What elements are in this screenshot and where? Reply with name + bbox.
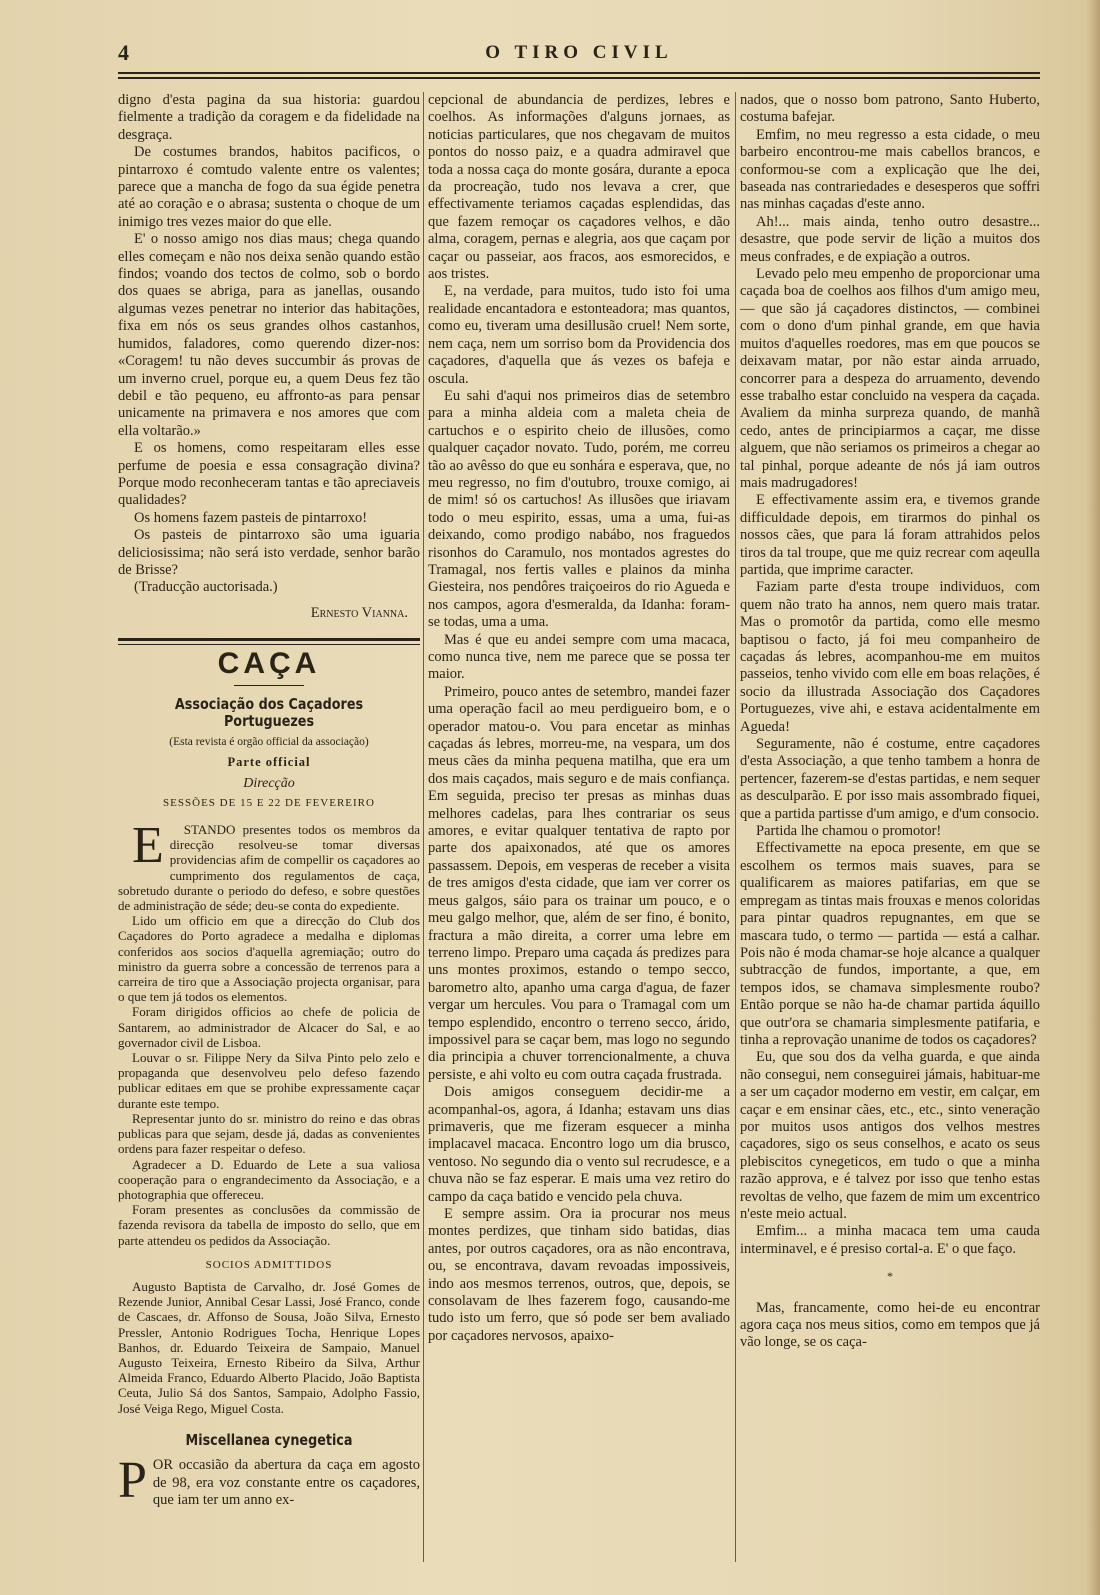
page-number: 4 bbox=[118, 40, 129, 65]
association-title: Associação dos Caçadores Portuguezes bbox=[174, 694, 364, 730]
paragraph: E sempre assim. Ora ia procurar nos meus montes perdizes, que tinham sido batidas, dias antes, por outros caçadores, ora as não encontrava, ou, se encontrava, davam revoadas impossiveis, indo aos mesmos terrenos, outros, que, depois, se consolavam de lhes fazerem fogo, causando-me tudo isto um ferro, que só pode ser bem avaliado por caçadores nervosos, apaixo- bbox=[428, 1206, 730, 1344]
publication-title: O TIRO CIVIL bbox=[485, 42, 673, 63]
paragraph: nados, que o nosso bom patrono, Santo Huberto, costuma bafejar. bbox=[740, 92, 1040, 126]
paragraph: Primeiro, pouco antes de setembro, mandei fazer uma operação facil ao meu perdigueiro bom, e o operador matou-o. Vou para encetar as minhas caçadas ás lebres, morreu-me, na vespara, um dos meus cães da minha pequena matilha, que era um dos mais caçados, mais seguro e de mais confiança. Em seguida, preciso ter presas as minhas duas melhores cadelas, para lhes contrariar os seus amores, e evitar qualquer tentativa de rapto por parte dos apaixonados, até que os amores passassem. Depois, em vesperas de receber a visita de tres amigos d'esta cidade, que iam ver correr os meus galgos, sáio para os trainar um pouco, e o meu galgo melhor, que, além de ser fino, é bonito, fractura a mão direita, a correr uma lebre em terreno limpo. Preparo uma caçada ás predizes para uns montes proximos, estando o tempo secco, barometro alto, apanho uma carga d'agua, de fazer vergar um hercules. Vou para o Tramagal com um tempo esplendido, encontro o terreno secco, árido, impossivel para se caçar bem, mas logo no segundo dia principia a chuver torrencionalmente, a chuva persiste, e ahi volto eu com outra caçada frustrada. bbox=[428, 683, 730, 1083]
association-note: (Esta revista é orgão official da associação) bbox=[169, 736, 369, 749]
paragraph: Os pasteis de pintarroxo são uma iguaria deliciosissima; não será isto verdade, senhor barão de Brisse? bbox=[118, 527, 420, 578]
paragraph: Seguramente, não é costume, entre caçadores d'esta Associação, a que tenho tambem a honra de pertencer, fazerem-se d'estas partidas, e nem sequer as desculparão. E por isso mais assombrado fiquei, que a partida partisse d'um amigo, e d'um consocio. bbox=[740, 736, 1040, 822]
paragraph: digno d'esta pagina da sua historia: guardou fielmente a tradição da coragem e da fidelidade na desgraça. bbox=[118, 92, 420, 143]
column-3 bbox=[740, 92, 1040, 1562]
paragraph: E effectivamente assim era, e tivemos grande difficuldade depois, em tirarmos do pinhal os nossos cães, que para lá foram attrahidos pelos tiros da tal troupe, que me quiz recrear com aqeulla partida, que imprime caracter. bbox=[740, 492, 1040, 578]
paragraph: Emfim... a minha macaca tem uma cauda interminavel, e é presiso cortal-a. E' o que faço. bbox=[740, 1223, 1040, 1257]
section-divider bbox=[118, 638, 420, 645]
column-1 bbox=[118, 92, 420, 1562]
short-rule bbox=[234, 685, 304, 686]
paragraph-text: STANDO presentes todos os membros da direcção resolveu-se tomar diversas providencias afim de compellir os caçadores ao cumprimento dos regulamentos de caça, sobretudo durante o periodo do defeso, e sobre questões de administração de séde; deu-se conta do expediente. bbox=[118, 822, 420, 914]
paragraph bbox=[118, 1452, 420, 1510]
paragraph-text: OR occasião da abertura da caça em agosto de 98, era voz constante entre os caçadores, que iam ter um anno ex- bbox=[152, 1457, 420, 1508]
column-divider bbox=[735, 92, 736, 1562]
paragraph: Faziam parte d'esta troupe individuos, com quem não trato ha annos, nem quero mais tratar. Mas o promotôr da partida, como elle mesmo baptisou o facto, já foi meu companheiro de caçadas ás lebres, acompanhou-me em muitos passeios, tenho vivido com elle em boas relações, é socio da illustrada Associação dos Caçadores Portuguezes, vive ahi, e estava acidentalmente em Agueda! bbox=[740, 579, 1040, 735]
paragraph: Lido um officio em que a direcção do Club dos Caçadores do Porto agradece a medalha e diplomas conferidos aos socios d'aquella agremiação; outro do ministro da guerra sobre a concessão de terrenos para a carreira de tiro que a Associação projecta organisar, para o que tem já todos os elementos. bbox=[118, 913, 420, 1005]
sessions-label: SESSÕES DE 15 E 22 DE FEVEREIRO bbox=[163, 796, 375, 809]
paragraph: Effectivamette na epoca presente, em que se escolhem os termos mais suaves, para se qualificarem as maiores patifarias, em que se empregam as tintas mais frouxas e menos coloridas para pintar quadros repugnantes, em que se mascara tudo, o termo — partida — está a calhar. Pois não é moda chamar-se hoje alcance a qualquer subtracção de fundos, importante, a que, em tempos idos, se chamava simplesmente roubo? Então porque se não ha-de chamar partida áquillo que outr'ora se chamaria simplesmente patifaria, e tinha a reprovação unanime de todos os caçadores? bbox=[740, 840, 1040, 1048]
section-star: * bbox=[887, 1269, 893, 1284]
paragraph: De costumes brandos, habitos pacificos, o pintarroxo é comtudo valente entre os valentes; parece que a mancha de fogo da sua égide penetra até ao coração e o abrasa; sustenta o choque de um inimigo tres vezes maior do que elle. bbox=[118, 144, 420, 230]
paragraph: Ah!... mais ainda, tenho outro desastre... desastre, que pode servir de lição a muitos dos meus confrades, e de expiação a outros. bbox=[740, 213, 1040, 265]
column-2 bbox=[428, 92, 730, 1562]
miscellanea-title: Miscellanea cynegetica bbox=[185, 1430, 353, 1449]
author-signature: Ernesto Vianna. bbox=[310, 604, 408, 621]
direction-label: Direcção bbox=[243, 776, 295, 792]
drop-cap: P bbox=[118, 1452, 147, 1510]
paragraph bbox=[118, 817, 420, 914]
paragraph: Foram dirigidos officios ao chefe de policia de Santarem, ao administrador de Alcacer do Sal, e ao governador civil de Lisboa. bbox=[118, 1004, 420, 1050]
paragraph: E' o nosso amigo nos dias maus; chega quando elles começam e não nos deixa senão quando estão findos; voando dos tectos de colmo, sob o bordo dos quaes se abriga, para as janellas, ousando algumas vezes penetrar no interior das habitações, fixa em nós os seus grandes olhos castanhos, humidos, faladores, como querendo dizer-nos: «Coragem! tu não deves succumbir ás provas de um inverno cruel, porque eu, a quem Deus fez tão debil e tão pequeno, eu affronto-as para pensar unicamente na primavera e nos amores que com ella voltarão.» bbox=[118, 231, 420, 439]
paragraph: E os homens, como respeitaram elles esse perfume de poesia e essa consagração divina? Porque modo reconheceram tantas e tão apreciaveis qualidades? bbox=[118, 440, 420, 509]
column-divider bbox=[423, 92, 424, 1562]
official-part-label: Parte official bbox=[227, 754, 311, 769]
paragraph: Mas é que eu andei sempre com uma macaca, como nunca tive, nem me parece que se possa ter maior. bbox=[428, 631, 730, 683]
paragraph: Dois amigos conseguem decidir-me a acompanhal-os, agora, á Idanha; estavam uns dias primaveris, que me fizeram esquecer a minha implacavel macaca. Encontro logo um dia brusco, ventoso. No segundo dia o vento sul recrudesce, e a chuva não se faz esperar. E mais uma vez retiro do campo da caça batido e vencido pela chuva. bbox=[428, 1084, 730, 1205]
paragraph: Mas, francamente, como hei-de eu encontrar agora caça nos meus sitios, como em tempos que já vão longe, se os caça- bbox=[740, 1299, 1040, 1351]
paragraph: Representar junto do sr. ministro do reino e das obras publicas para que sejam, desde já, dadas as convenientes ordens para fazer respeitar o defeso. bbox=[118, 1110, 420, 1157]
paragraph: Partida lhe chamou o promotor! bbox=[756, 823, 942, 840]
members-list: Augusto Baptista de Carvalho, dr. José Gomes de Rezende Junior, Annibal Cesar Lassi, José Franco, conde de Cascaes, dr. Affonso de Sousa, João Silva, Ernesto Pressler, Antonio Rodrigues Tocha, Henrique Lopes Banhos, dr. Eduardo Teixeira de Sampaio, Manuel Augusto Teixeira, Ernesto Ribeiro da Silva, Arthur Almeida Franco, Eduardo Alberto Placido, João Baptista Ceuta, Julio Sá dos Santos, Sampaio, Adolpho Fassio, José Veiga Rego, Miguel Costa. bbox=[118, 1278, 420, 1416]
drop-cap: E bbox=[132, 817, 164, 875]
direction-minutes bbox=[118, 817, 420, 1416]
paragraph: Eu sahi d'aqui nos primeiros dias de setembro para a minha aldeia com a maleta cheia de cartuchos e o espirito cheio de illusões, como qualquer caçador novato. Tudo, porém, me correu tão ao avêsso do que eu sonhára e esperava, que, no meu regresso, no fim d'outubro, trouxe comigo, ai de mim! só os cartuchos! As illusões que iriavam todo o meu espirito, essas, uma a uma, fui-as deixando, como prodigo nabábo, nos fraguedos risonhos do Caramulo, nos montados agrestes do Tramagal, nos fertis valles e plainos da minha Giesteira, nos pendôres traiçoeiros do rio Agueda e nos campos, agora d'esmeralda, da Idanha: foram-se todas, uma a uma. bbox=[428, 387, 730, 631]
paragraph: E, na verdade, para muitos, tudo isto foi uma realidade encantadora e estonteadora; mas quantos, como eu, tiveram uma desillusão cruel! Nem sorte, nem caça, nem um sorriso bom da Providencia dos caçadores, d'aquella que ás vezes os bafeja e oscula. bbox=[428, 283, 730, 387]
page-edge-shadow bbox=[1086, 0, 1100, 1595]
paragraph: Eu, que sou dos da velha guarda, e que ainda não consegui, nem conseguirei jámais, habituar-me a ser um caçador moderno em vestir, em calçar, em caçar e em ensinar cães, etc., etc., sinto veneração por muitos usos antigos dos velhos mestres caçadores, sigo os seus conselhos, e acato os seus plebiscitos cynegeticos, em tudo o que a minha razão approva, e é talvez por isso que tenho estas revoltas de velho, que fazem de mim um excentrico n'este meio actual. bbox=[740, 1049, 1040, 1222]
section-title: CAÇA bbox=[217, 647, 321, 681]
paragraph: Agradecer a D. Eduardo de Lete a sua valiosa cooperação para o engrandecimento da Associação, e a photographia que offereceu. bbox=[118, 1156, 420, 1202]
paragraph: Louvar o sr. Filippe Nery da Silva Pinto pelo zelo e propaganda que desenvolveu pelo defeso fazendo publicar editaes em que se prohibe expressamente caçar durante este tempo. bbox=[118, 1050, 420, 1111]
paragraph: Foram presentes as conclusões da commissão de fazenda revisora da tabella de imposto do sello, que em parte attendeu os pedidos da Associação. bbox=[118, 1202, 420, 1248]
header-rule bbox=[118, 72, 1040, 79]
page-header bbox=[118, 40, 1040, 70]
paragraph: Emfim, no meu regresso a esta cidade, o meu barbeiro encontrou-me mais cabellos brancos, e conformou-se com a explicação que lhe dei, baseada nas contrariedades e desesperos que soffri nas minhas caçadas d'este anno. bbox=[740, 126, 1040, 213]
members-heading: SOCIOS ADMITTIDOS bbox=[205, 1258, 333, 1271]
paragraph: Levado pelo meu empenho de proporcionar uma caçada boa de coelhos aos filhos d'um amigo meu, — que são já caçadores distinctos, — combinei com o dono d'um pinhal grande, em que havia muitos d'aquelles roedores, mas em que poucos se deixavam matar, por não estar ainda arruado, concorrer para a despeza do arruamento, devendo esse trabalho estar concluido na vespera da caçada. Avaliem da minha surpreza quando, de manhã cedo, antes de principiarmos a caçar, me disse alguem, que não seriamos os primeiros a chegar ao tal pinhal, porque adeante de nós já iam outros mais madrugadores! bbox=[740, 266, 1040, 491]
paragraph: cepcional de abundancia de perdizes, lebres e coelhos. As informações d'alguns jornaes, as noticias particulares, que nos chegavam de muitos pontos do nosso paiz, e a quadra admiravel que toda a nossa caça do monte gosára, durante a epoca da procreação, tudo nos levava a crer, que effectivamente teriamos caçadas esplendidas, das que fazem remoçar os caçadores velhos, e dão alma, coragem, pernas e alegria, aos que caçam por caçar ou passeiar, aos fracos, aos esmorecidos, e aos tristes. bbox=[428, 92, 730, 283]
paragraph: Os homens fazem pasteis de pintarroxo! bbox=[134, 509, 368, 526]
paragraph: (Traducção auctorisada.) bbox=[134, 579, 278, 596]
